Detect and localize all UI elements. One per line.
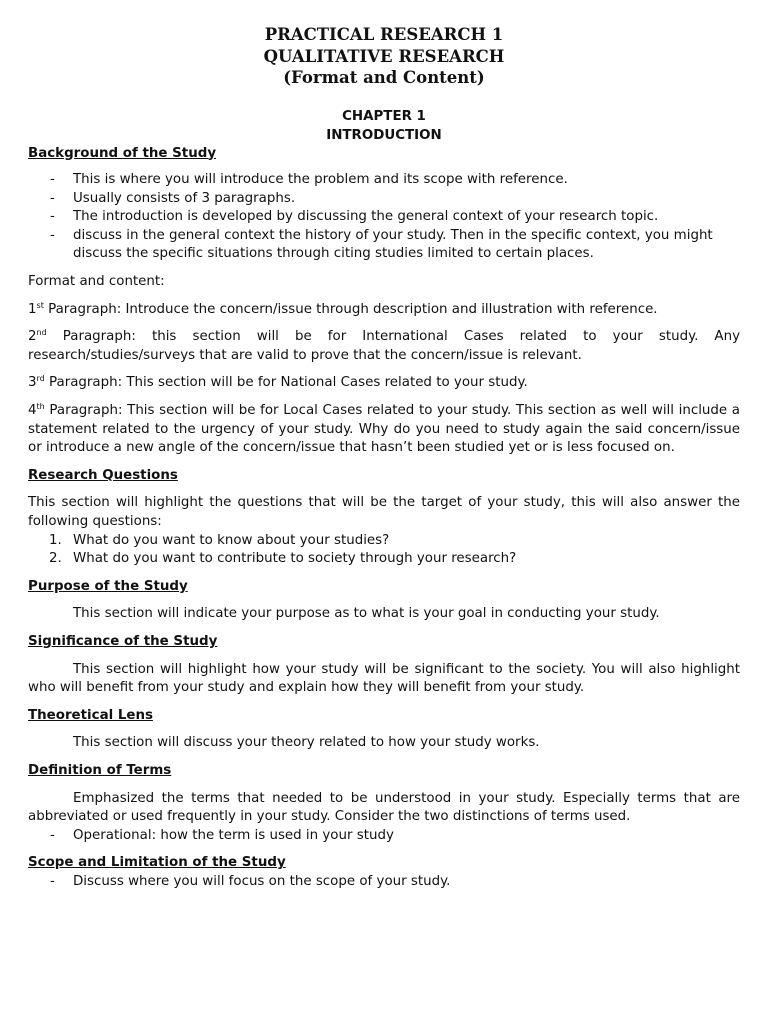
theoretical-heading: Theoretical Lens — [28, 707, 153, 723]
list-item: - Discuss where you will focus on the scope of your study. — [28, 873, 740, 892]
title-line-1: PRACTICAL RESEARCH 1 — [264, 25, 504, 44]
scope-bullets — [28, 873, 740, 892]
ordinal-suffix: th — [36, 402, 45, 412]
research-questions-intro: This section will highlight the questions that will be the target of your study, this will also answer the following questions: — [28, 495, 740, 529]
ordinal-suffix: st — [36, 300, 44, 310]
paragraph-text: Paragraph: This section will be for National Cases related to your study. — [44, 375, 528, 391]
list-item: - The introduction is developed by discussing the general context of your research topic. — [28, 208, 740, 227]
research-questions-heading: Research Questions — [28, 467, 178, 483]
list-text: What do you want to contribute to society through your research? — [73, 551, 517, 567]
list-item: - Operational: how the term is used in your study — [28, 827, 740, 846]
definition-heading: Definition of Terms — [28, 762, 172, 778]
list-item — [28, 532, 740, 551]
paragraph-text: Paragraph: Introduce the concern/issue through description and illustration with reference. — [43, 301, 658, 317]
ordinal-suffix: rd — [36, 374, 45, 384]
list-item: - Usually consists of 3 paragraphs. — [28, 190, 740, 209]
chapter-heading — [28, 107, 740, 145]
purpose-text: This section will indicate your purpose as to what is your goal in conducting your study. — [73, 606, 660, 622]
definition-bullets — [28, 827, 740, 846]
list-number: 2. — [49, 551, 62, 567]
purpose-heading: Purpose of the Study — [28, 578, 188, 594]
significance-text: This section will highlight how your study will be significant to the society. You will also highlight who will benefit from your study and explain how they will benefit from your study. — [28, 661, 740, 696]
ordinal-number: 1 — [28, 301, 37, 317]
background-heading: Background of the Study — [28, 145, 217, 161]
list-item — [28, 550, 740, 569]
list-item: - This is where you will introduce the problem and its scope with reference. — [28, 171, 740, 190]
title-line-2: QUALITATIVE RESEARCH — [263, 46, 505, 66]
theoretical-text: This section will discuss your theory related to how your study works. — [73, 735, 540, 751]
chapter-number: CHAPTER 1 — [342, 108, 426, 124]
list-number: 1. — [49, 532, 62, 548]
paragraph-4-note — [28, 402, 740, 458]
paragraph-3-note — [28, 374, 740, 393]
background-bullets — [28, 171, 740, 264]
document-title — [28, 24, 740, 89]
list-text: What do you want to know about your studies? — [73, 532, 390, 548]
paragraph-2-note — [28, 328, 740, 365]
format-label: Format and content: — [28, 274, 165, 290]
paragraph-1-note — [28, 301, 740, 320]
significance-heading: Significance of the Study — [28, 633, 218, 649]
list-item: - discuss in the general context the history of your study. Then in the specific context, you might discuss the specific situations through citing studies limited to certain places. — [28, 227, 740, 264]
definition-text: Emphasized the terms that needed to be understood in your study. Especially terms that are abbreviated or used frequently in your study. Consider the two distinctions of terms used. — [28, 790, 740, 825]
scope-heading: Scope and Limitation of the Study — [28, 855, 286, 871]
research-questions-list — [28, 532, 740, 569]
chapter-title: INTRODUCTION — [326, 127, 442, 143]
paragraph-text: Paragraph: This section will be for Local Cases related to your study. This section as well will include a statement related to the urgency of your study. Why do you need to study again the said concern/issue or introduce a new angle of the concern/issue that hasn’t been studied yet or is less focused on. — [28, 403, 740, 456]
ordinal-number: 4 — [28, 403, 37, 419]
ordinal-suffix: nd — [36, 328, 47, 338]
ordinal-number: 2 — [28, 329, 37, 345]
paragraph-text: Paragraph: this section will be for International Cases related to your study. Any research/studies/surveys that are valid to prove that the concern/issue is relevant. — [28, 329, 740, 363]
ordinal-number: 3 — [28, 375, 37, 391]
title-line-3: (Format and Content) — [283, 68, 485, 87]
